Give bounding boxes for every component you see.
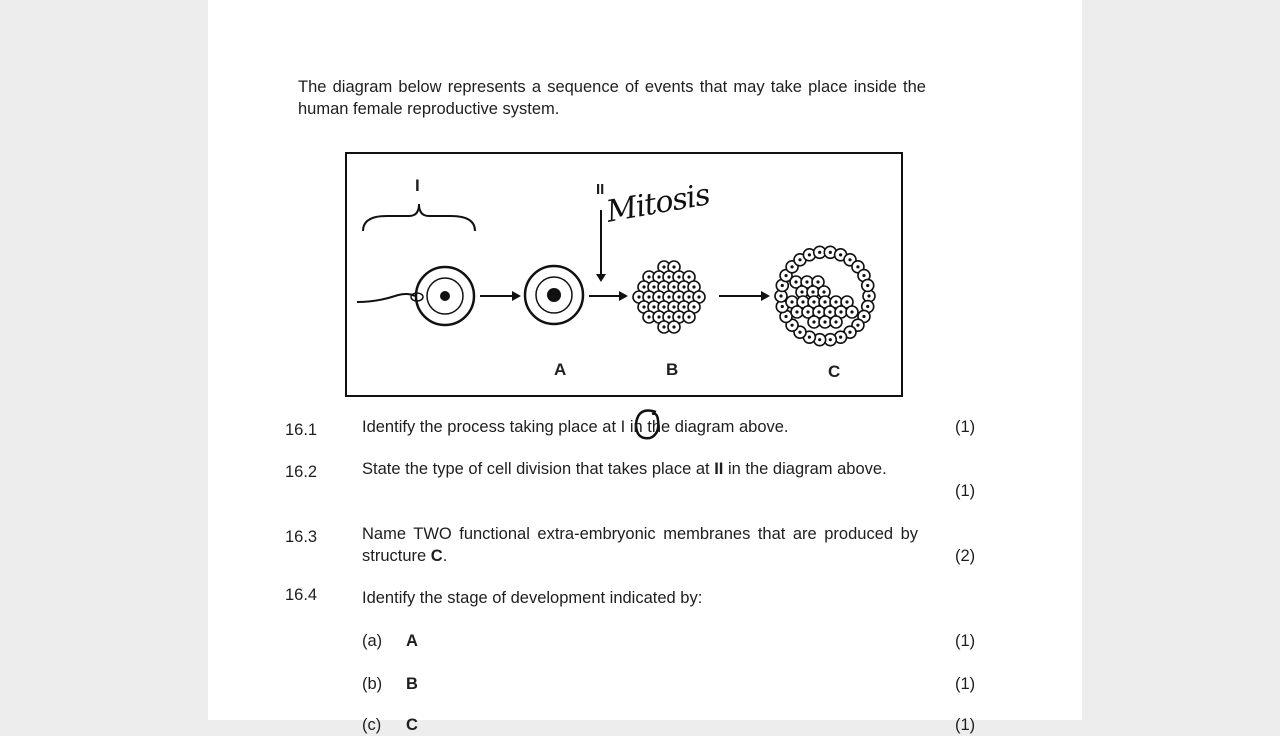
cell-nucleus xyxy=(672,325,675,328)
cell-nucleus xyxy=(667,275,670,278)
cell-nucleus xyxy=(867,294,870,297)
cell-nucleus xyxy=(672,305,675,308)
cell-nucleus xyxy=(848,331,851,334)
cell-nucleus xyxy=(652,285,655,288)
question-text: Name TWO functional extra-embryonic membranes that are produced by structure C. xyxy=(362,525,918,565)
cell-nucleus xyxy=(687,275,690,278)
question-marks: (1) xyxy=(955,482,976,500)
cell-nucleus xyxy=(677,315,680,318)
cell-nucleus xyxy=(806,310,809,313)
subpart-letter: A xyxy=(406,632,418,650)
cell-nucleus xyxy=(657,295,660,298)
cell-nucleus xyxy=(662,285,665,288)
cell-nucleus xyxy=(828,310,831,313)
handwritten-annotation: Mitosis xyxy=(603,177,713,230)
cell-nucleus xyxy=(856,265,859,268)
cell-nucleus xyxy=(647,275,650,278)
cell-nucleus xyxy=(642,305,645,308)
cell-nucleus xyxy=(790,300,793,303)
cell-nucleus xyxy=(798,331,801,334)
cell-nucleus xyxy=(647,295,650,298)
subpart-label: (b) xyxy=(362,675,383,693)
cell-nucleus xyxy=(637,295,640,298)
cell-nucleus xyxy=(672,285,675,288)
cell-nucleus xyxy=(811,290,814,293)
cell-nucleus xyxy=(808,253,811,256)
question-number: 16.4 xyxy=(285,586,318,604)
fertilisation-diagram xyxy=(347,154,901,395)
cell-nucleus xyxy=(784,315,787,318)
cell-nucleus xyxy=(856,324,859,327)
question-text: Identify the stage of development indicated by: xyxy=(362,589,703,607)
brace-I xyxy=(363,204,475,231)
cell-nucleus xyxy=(829,338,832,341)
intro-text: The diagram below represents a sequence of events that may take place inside the human female reproductive system. xyxy=(298,78,926,118)
question-text: State the type of cell division that takes place at II in the diagram above. xyxy=(362,460,887,478)
cell-nucleus xyxy=(784,274,787,277)
cell-nucleus xyxy=(687,295,690,298)
cell-nucleus xyxy=(642,285,645,288)
label-A: A xyxy=(554,360,567,379)
question-number: 16.1 xyxy=(285,421,318,439)
cell-nucleus xyxy=(862,274,865,277)
cell-nucleus xyxy=(818,338,821,341)
subpart-letter: C xyxy=(406,716,418,734)
subpart-marks: (1) xyxy=(955,632,976,650)
cell-nucleus xyxy=(781,284,784,287)
cell-nucleus xyxy=(677,295,680,298)
question-text: Identify the process taking place at I in the diagram above. xyxy=(362,418,789,436)
cell-nucleus xyxy=(805,280,808,283)
cell-nucleus xyxy=(647,315,650,318)
subpart-label: (c) xyxy=(362,716,382,734)
label-B: B xyxy=(666,360,679,379)
cell-nucleus xyxy=(692,305,695,308)
question-number: 16.2 xyxy=(285,463,318,481)
label-II: II xyxy=(596,181,605,198)
cell-nucleus xyxy=(795,310,798,313)
subpart-letter: B xyxy=(406,675,418,693)
cell-nucleus xyxy=(839,336,842,339)
cell-nucleus xyxy=(834,320,837,323)
cell-nucleus xyxy=(687,315,690,318)
cell-nucleus xyxy=(801,300,804,303)
cell-nucleus xyxy=(677,275,680,278)
question-number: 16.3 xyxy=(285,528,318,546)
cell-nucleus xyxy=(692,285,695,288)
cell-nucleus xyxy=(823,300,826,303)
cell-nucleus xyxy=(652,305,655,308)
cell-nucleus xyxy=(800,290,803,293)
cell-nucleus xyxy=(848,258,851,261)
cell-nucleus xyxy=(798,258,801,261)
cell-nucleus xyxy=(662,265,665,268)
cell-nucleus xyxy=(779,294,782,297)
cell-nucleus xyxy=(818,251,821,254)
cell-nucleus xyxy=(823,320,826,323)
cell-nucleus xyxy=(839,253,842,256)
cell-nucleus xyxy=(808,336,811,339)
subpart-marks: (1) xyxy=(955,716,976,734)
diagram-box xyxy=(345,152,903,397)
cell-nucleus xyxy=(834,300,837,303)
question-marks: (1) xyxy=(955,418,976,436)
cell-nucleus xyxy=(697,295,700,298)
cell-nucleus xyxy=(667,295,670,298)
cell-nucleus xyxy=(790,324,793,327)
cell-nucleus xyxy=(822,290,825,293)
cell-nucleus xyxy=(816,280,819,283)
cell-nucleus xyxy=(662,325,665,328)
label-I: I xyxy=(415,176,420,195)
cell-nucleus xyxy=(657,315,660,318)
cell-nucleus xyxy=(829,251,832,254)
cell-nucleus xyxy=(667,315,670,318)
cell-nucleus xyxy=(672,265,675,268)
cell-nucleus xyxy=(866,305,869,308)
cell-nucleus xyxy=(850,310,853,313)
cell-nucleus xyxy=(812,320,815,323)
cell-nucleus xyxy=(812,300,815,303)
cell-nucleus xyxy=(790,265,793,268)
label-C: C xyxy=(828,362,841,381)
cell-nucleus xyxy=(657,275,660,278)
question-marks: (2) xyxy=(955,547,976,565)
subpart-label: (a) xyxy=(362,632,383,650)
cell-nucleus xyxy=(794,280,797,283)
cell-nucleus xyxy=(662,305,665,308)
subpart-marks: (1) xyxy=(955,675,976,693)
cell-nucleus xyxy=(682,305,685,308)
cell-nucleus xyxy=(866,284,869,287)
cell-nucleus xyxy=(862,315,865,318)
cell-nucleus xyxy=(845,300,848,303)
cell-nucleus xyxy=(817,310,820,313)
cell-nucleus xyxy=(781,305,784,308)
sperm-tail xyxy=(357,294,415,302)
cell-nucleus xyxy=(839,310,842,313)
cell-nucleus xyxy=(682,285,685,288)
